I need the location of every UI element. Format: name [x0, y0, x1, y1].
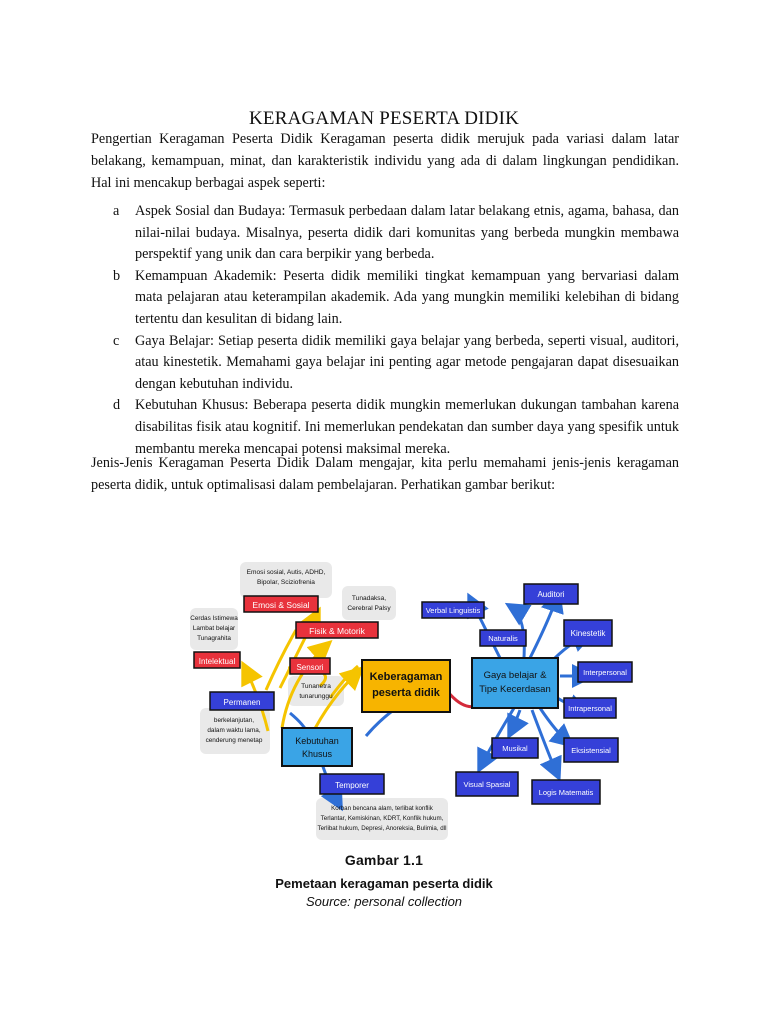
svg-text:Terlibat hukum, Depresi, Anore: [318, 825, 447, 832]
diversity-mindmap-figure: [170, 558, 640, 848]
node-label: Gaya belajar &: [483, 670, 547, 681]
svg-text:Cerebral Palsy: [347, 605, 391, 612]
node-label: Permanen: [223, 698, 261, 707]
node-label: Kebutuhan: [295, 736, 339, 746]
figure-title: Pemetaan keragaman peserta didik: [275, 876, 493, 891]
aspect-list: [91, 201, 679, 460]
note-intel-line: Lambat belajar: [192, 625, 236, 632]
list-item-text: Gaya Belajar: Setiap peserta didik memiliki gaya belajar yang berbeda, seperti visual, auditori, atau kinestetik. Memahami gaya belajar ini penting agar metode pengajaran dapat disesuaikan dengan kebutuhan individu.: [135, 332, 679, 392]
node-label: Kinestetik: [570, 629, 606, 638]
node-logis-matematis: [532, 780, 600, 804]
node-label: Interpersonal: [583, 668, 627, 677]
node-auditori: [524, 584, 578, 604]
node-musikal: [492, 738, 538, 758]
node-label: Khusus: [301, 749, 333, 759]
note-fisik-line: Cerebral Palsy: [347, 605, 391, 612]
note-permanen-line: cenderung menetap: [205, 737, 263, 744]
note-sensori-line: Tunanetra: [301, 683, 331, 690]
node-label: Logis Matematis: [538, 788, 594, 797]
node-fisik-motorik: [296, 622, 378, 638]
node-label: Fisik & Motorik: [309, 626, 365, 636]
note-intel-line: Cerdas Istimewa: [190, 615, 238, 622]
note-permanen-line: berkelanjutan,: [213, 717, 255, 724]
list-marker: a: [113, 203, 120, 219]
svg-text:Tunadaksa,: [352, 595, 386, 602]
note-box: [342, 586, 396, 620]
list-item: [91, 201, 679, 266]
node-sensori: [290, 658, 330, 674]
list-marker: b: [113, 267, 121, 284]
svg-text:Bipolar, Sciziofrenia: [257, 579, 315, 586]
svg-text:tunarunggu: [299, 693, 333, 700]
list-item-text: Kemampuan Akademik: Peserta didik memiliki tingkat kemampuan yang bervariasi dalam mata pelajaran atau keterampilan akademik. Ada yang mungkin memiliki kelebihan di bidang tertentu dan kesulitan di bidang lain.: [135, 267, 679, 327]
note-fisik-line: Tunadaksa,: [351, 595, 387, 602]
node-gaya-belajar: [472, 658, 558, 708]
note-temporer-line: Terlantar, Kemiskinan, KDRT, Konflik hukum,: [320, 815, 444, 822]
list-item: [91, 395, 679, 460]
node-eksistensial: [564, 738, 618, 762]
list-marker: d: [113, 397, 121, 414]
note-emosi-line: Emosi sosial, Autis, ADHD,: [246, 569, 326, 576]
node-label: Musikal: [502, 744, 528, 753]
svg-text:Korban bencana alam, terlibat: [331, 805, 434, 812]
node-emosi-sosial: [244, 596, 318, 612]
node-label: Verbal Linguistis: [425, 606, 481, 615]
node-label: Intrapersonal: [568, 704, 612, 713]
note-temporer-line: Korban bencana alam, terlibat konflik: [331, 805, 433, 812]
node-intelektual: [194, 652, 240, 668]
list-item-text: Aspek Sosial dan Budaya: Termasuk perbedaan dalam latar belakang etnis, agama, bahasa, dan nilai-nilai budaya. Misalnya, peserta didik dari komunitas yang berbeda mungkin membawa perspektif yang unik dan cara berpikir yang berbeda.: [135, 203, 679, 263]
list-marker: c: [113, 332, 120, 349]
node-naturalis: [480, 630, 526, 646]
node-label: Eksistensial: [571, 746, 611, 755]
note-intel-line: Tunagrahita: [197, 635, 231, 642]
svg-text:Lambat belajar: [193, 625, 236, 632]
node-verbal-linguistis: [422, 602, 484, 618]
node-keberagaman-center: [362, 660, 450, 712]
page-title: KERAGAMAN PESERTA DIDIK: [248, 107, 520, 129]
list-item-text: Kebutuhan Khusus: Beberapa peserta didik mungkin memerlukan dukungan tambahan karena disabilitas fisik atau kognitif. Ini memerlukan pendekatan dan sumber daya yang spesifik untuk membantu mereka mencapai potensi maksimal mereka.: [135, 397, 679, 457]
note-emosi-line: Bipolar, Sciziofrenia: [257, 579, 315, 586]
svg-text:Tunanetra: [301, 683, 331, 690]
node-label: Keberagaman: [369, 671, 443, 683]
svg-text:berkelanjutan,: [214, 717, 254, 724]
node-temporer: [320, 774, 384, 794]
node-label: Intelektual: [198, 657, 236, 666]
svg-text:Cerdas Istimewa: [190, 615, 238, 622]
types-paragraph: Jenis-Jenis Keragaman Peserta Didik Dalam mengajar, kita perlu memahami jenis-jenis keragaman peserta didik, untuk optimalisasi dalam pembelajaran. Perhatikan gambar berikut:: [91, 455, 679, 493]
list-item: [91, 266, 679, 331]
list-item: [91, 331, 679, 396]
node-label: peserta didik: [372, 687, 440, 699]
node-label: Tipe Kecerdasan: [479, 684, 551, 695]
svg-text:dalam waktu lama,: [207, 727, 261, 734]
intro-paragraph: Pengertian Keragaman Peserta Didik Keragaman peserta didik merujuk pada variasi dalam latar belakang, kemampuan, minat, dan karakteristik individu yang ada di dalam lingkungan pendidikan. Hal ini mencakup berbagai aspek seperti:: [91, 131, 679, 191]
node-kebutuhan-khusus: [282, 728, 352, 766]
node-permanen: [210, 692, 274, 710]
svg-text:Terlantar, Kemiskinan, KDRT, K: [321, 815, 444, 822]
svg-text:Emosi sosial, Autis, ADHD,: [247, 569, 326, 576]
node-intrapersonal: [564, 698, 616, 718]
svg-text:cenderung menetap: [206, 737, 263, 744]
node-label: Emosi & Sosial: [252, 600, 310, 610]
figure-label: Gambar 1.1: [344, 852, 424, 868]
note-sensori-line: tunarunggu: [299, 693, 333, 700]
node-kinestetik: [564, 620, 612, 646]
figure-source: Source: personal collection: [305, 894, 463, 909]
node-label: Naturalis: [488, 634, 518, 643]
node-interpersonal: [578, 662, 632, 682]
note-temporer-line: Terlibat hukum, Depresi, Anoreksia, Bulimia, dll: [317, 825, 447, 832]
node-visual-spasial: [456, 772, 518, 796]
svg-text:Tunagrahita: [197, 635, 231, 642]
node-label: Sensori: [296, 663, 324, 672]
node-label: Temporer: [335, 781, 369, 790]
node-label: Auditori: [537, 590, 565, 599]
node-label: Visual Spasial: [463, 780, 511, 789]
note-permanen-line: dalam waktu lama,: [207, 727, 261, 734]
